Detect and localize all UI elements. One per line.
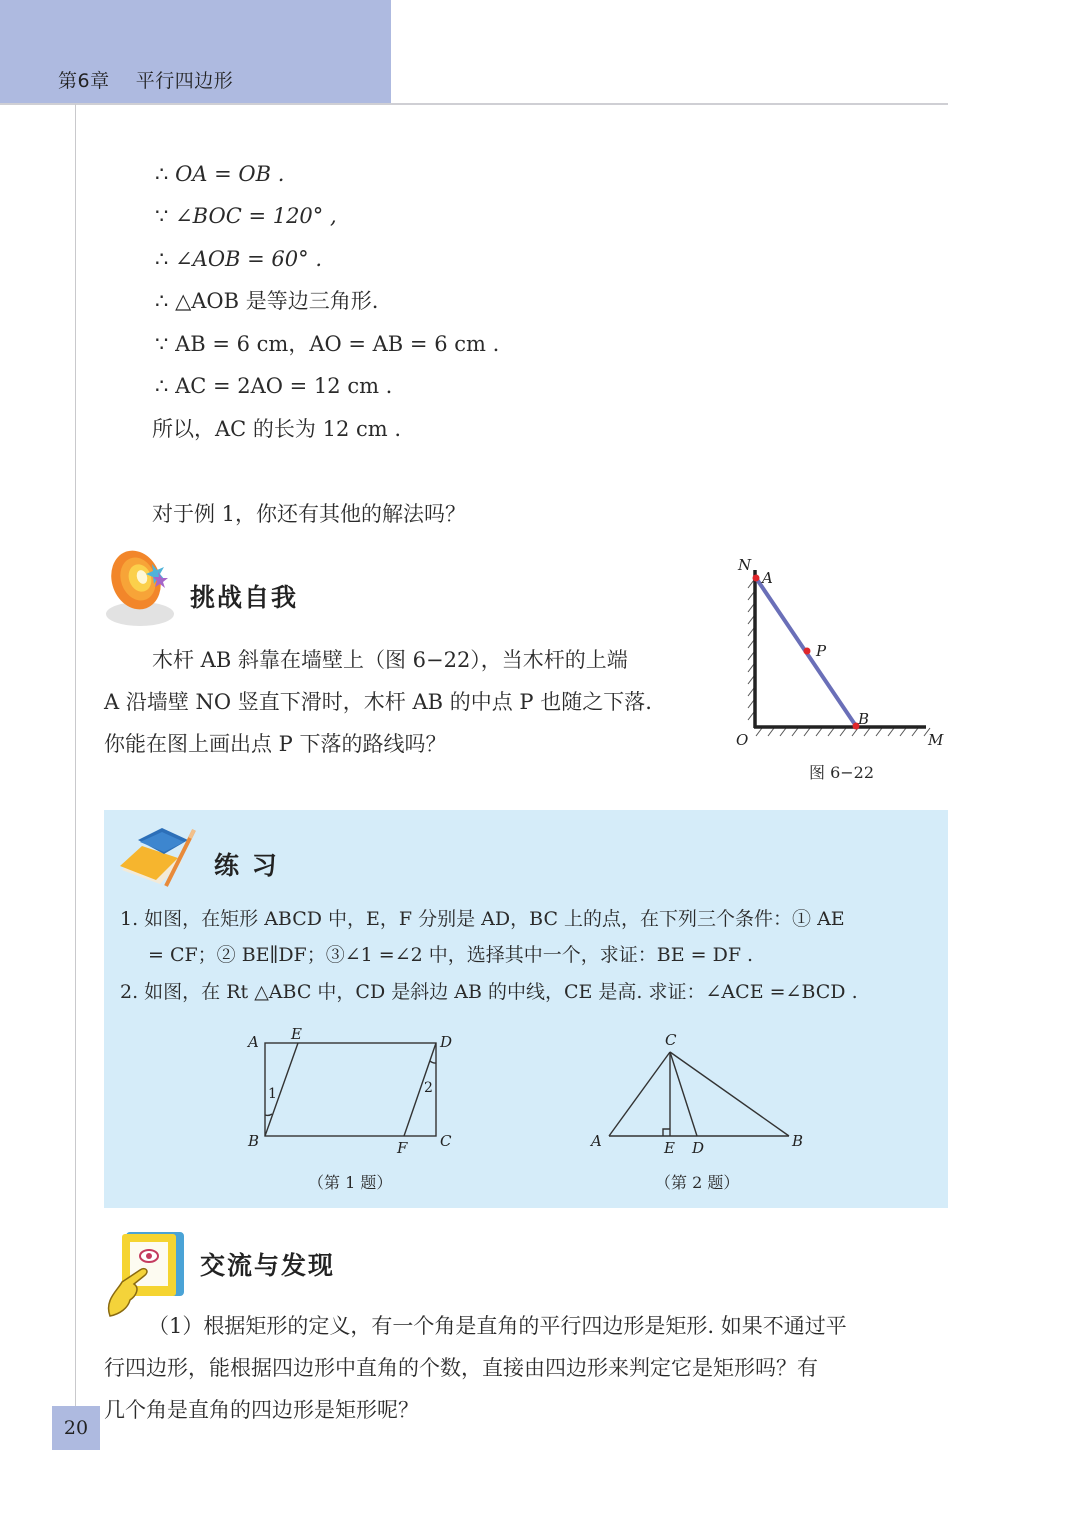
chapter-number: 第6章 [58, 70, 110, 92]
figure-caption: 图 6−22 [809, 763, 875, 782]
exercise-item-2: 2. 如图，在 Rt △ABC 中，CD 是斜边 AB 的中线，CE 是高. 求证：∠ACE =∠BCD . [120, 981, 858, 1003]
discovery-title: 交流与发现 [200, 1251, 336, 1280]
exercise-title: 练 习 [214, 851, 279, 880]
label-a: A [248, 1033, 259, 1051]
angle-1-label: 1 [268, 1086, 277, 1102]
exercise-item-1: 1. 如图，在矩形 ABCD 中，E，F 分别是 AD，BC 上的点，在下列三个条件：① AE [120, 908, 845, 930]
label-e: E [664, 1139, 675, 1157]
label-d: D [692, 1139, 705, 1157]
exercise-figure-1 [240, 1025, 470, 1160]
challenge-title: 挑战自我 [190, 583, 299, 612]
label-e: E [291, 1025, 302, 1043]
label-c: C [665, 1031, 677, 1049]
solution-line: ∴ OA = OB . [155, 162, 285, 186]
figure-6-22 [730, 550, 960, 750]
solution-line: ∴ △AOB 是等边三角形. [155, 289, 379, 313]
target-dartboard-icon [104, 548, 176, 630]
label-d: D [440, 1033, 453, 1051]
label-c: C [440, 1132, 452, 1150]
challenge-line: 你能在图上画出点 P 下落的路线吗？ [104, 732, 447, 756]
label-p: P [816, 642, 827, 660]
solution-line: ∴ ∠AOB = 60° . [155, 247, 322, 271]
label-b: B [248, 1132, 260, 1150]
discovery-line: （1）根据矩形的定义，有一个角是直角的平行四边形是矩形. 如果不通过平 [148, 1314, 847, 1338]
exercise-figure-2 [585, 1025, 815, 1160]
label-a: A [762, 569, 773, 587]
solution-line: ∵ AB = 6 cm，AO = AB = 6 cm . [155, 332, 500, 356]
label-f: F [397, 1139, 408, 1157]
chapter-title [58, 66, 233, 93]
discovery-text [104, 1305, 954, 1431]
notebook-pencil-icon [118, 826, 204, 890]
label-n: N [738, 556, 752, 574]
figure-2-caption: （第 2 题） [655, 1173, 740, 1192]
solution-line: ∵ ∠BOC = 120° , [155, 204, 337, 228]
margin-rule [75, 104, 76, 1407]
chapter-name: 平行四边形 [135, 70, 234, 92]
point-a [753, 575, 760, 582]
label-a: A [591, 1132, 602, 1150]
challenge-text [104, 639, 704, 765]
label-m: M [928, 731, 944, 749]
point-p [804, 648, 811, 655]
page-number [52, 1406, 100, 1450]
discovery-line: 几个角是直角的四边形是矩形呢？ [104, 1398, 419, 1422]
angle-2-label: 2 [424, 1080, 433, 1096]
discovery-line: 行四边形，能根据四边形中直角的个数，直接由四边形来判定它是矩形吗？有 [104, 1356, 818, 1380]
label-b: B [792, 1132, 804, 1150]
page-number-text: 20 [63, 1417, 89, 1439]
label-b: B [858, 710, 870, 728]
solution-line: ∴ AC = 2AO = 12 cm . [155, 374, 393, 398]
figure-1-caption: （第 1 题） [308, 1173, 393, 1192]
example-question: 对于例 1，你还有其他的解法吗？ [152, 502, 467, 526]
exercise-item-1-cont: = CF；② BE∥DF；③∠1 =∠2 中，选择其中一个，求证：BE = DF . [148, 944, 754, 966]
solution-conclusion: 所以，AC 的长为 12 cm . [152, 417, 402, 441]
challenge-line: 木杆 AB 斜靠在墙壁上（图 6−22），当木杆的上端 [152, 648, 628, 672]
challenge-line: A 沿墙壁 NO 竖直下滑时，木杆 AB 的中点 P 也随之下落. [104, 690, 652, 714]
header-rule [0, 103, 948, 105]
label-o: O [736, 731, 749, 749]
